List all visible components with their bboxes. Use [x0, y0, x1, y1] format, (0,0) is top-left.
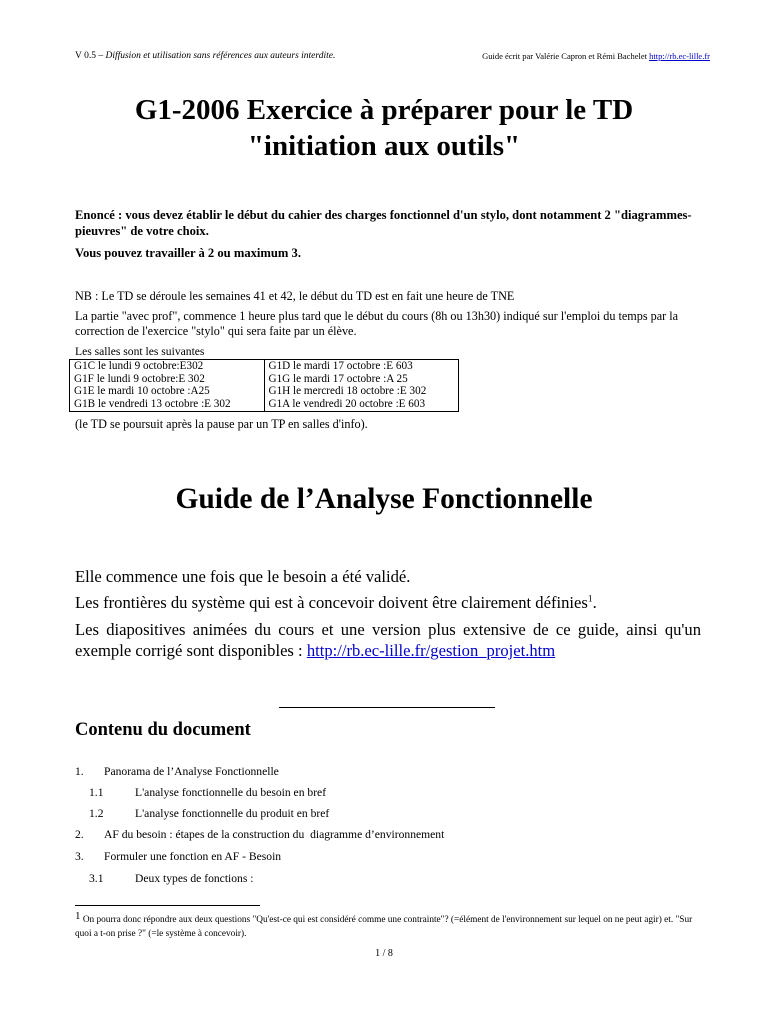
partie-paragraph: La partie "avec prof", commence 1 heure plus tard que le début du cours (8h ou 13h30) indiqué sur l'emploi du temps par la correction de l'exercice "stylo" qui sera faite par un élève. [75, 309, 679, 338]
table-cell: G1F le lundi 9 octobre:E 302 [70, 373, 265, 386]
diffusion-notice: Diffusion et utilisation sans références aux auteurs interdite. [105, 51, 336, 61]
intro-paragraph-3-text: Les diapositives animées du cours et une version plus extensive de ce guide, ainsi qu'un exemple corrigé sont disponibles : [75, 620, 701, 660]
authors-text: Guide écrit par Valérie Capron et Rémi Bachelet [482, 51, 647, 61]
table-row [70, 385, 459, 398]
gestion-projet-link[interactable]: http://rb.ec-lille.fr/gestion_projet.htm [306, 641, 556, 660]
exercise-title-line1: G1-2006 Exercice à préparer pour le TD [134, 94, 634, 126]
toc-number: 1. [75, 765, 84, 778]
salles-table [69, 359, 459, 412]
table-cell: G1C le lundi 9 octobre:E302 [70, 360, 265, 373]
td-continuation-note: (le TD se poursuit après la pause par un TP en salles d'info). [75, 417, 368, 431]
table-cell: G1B le vendredi 13 octobre :E 302 [70, 398, 265, 412]
table-cell: G1A le vendredi 20 octobre :E 603 [264, 398, 459, 412]
toc-number: 1.2 [89, 807, 104, 820]
toc-text: Panorama de l’Analyse Fonctionnelle [104, 765, 279, 778]
enonce-paragraph: Enoncé : vous devez établir le début du cahier des charges fonctionnel d'un stylo, dont notamment 2 "diagrammes-pieuvres" de votre choix. [75, 208, 692, 238]
table-cell: G1G le mardi 17 octobre :A 25 [264, 373, 459, 386]
toc-text: L'analyse fonctionnelle du produit en bref [135, 807, 330, 820]
page-number: 1 / 8 [375, 948, 393, 959]
toc-text: AF du besoin : étapes de la construction du diagramme d’environnement [104, 828, 445, 841]
exercise-title-line2: "initiation aux outils" [247, 130, 521, 162]
header-notice [75, 51, 335, 61]
intro-paragraph-3 [75, 619, 701, 661]
footnote [75, 912, 705, 941]
contents-heading: Contenu du document [75, 720, 251, 740]
intro-paragraph-2 [75, 593, 597, 613]
toc-text: Deux types de fonctions : [135, 872, 254, 885]
intro-paragraph-2-end: . [592, 593, 597, 612]
section-divider [279, 707, 495, 708]
table-row [70, 398, 459, 412]
toc-number: 3.1 [89, 872, 104, 885]
version-label: V 0.5 [75, 51, 96, 61]
footnote-text: On pourra donc répondre aux deux questions "Qu'est-ce qui est considéré comme une contrainte"? (=élément de l'environnement sur lequel on ne peut agir) et. "Sur quoi a t-on prise ?" (=le système à concevoir). [75, 915, 693, 939]
guide-title: Guide de l’Analyse Fonctionnelle [175, 483, 593, 515]
intro-paragraph-1: Elle commence une fois que le besoin a été validé. [75, 567, 411, 586]
header-authors [482, 51, 710, 61]
header-dash: – [95, 51, 106, 61]
nb-paragraph: NB : Le TD se déroule les semaines 41 et 42, le début du TD est en fait une heure de TNE [75, 289, 515, 303]
table-cell: G1E le mardi 10 octobre :A25 [70, 385, 265, 398]
footnote-divider [75, 905, 260, 906]
table-row [70, 373, 459, 386]
toc-text: L'analyse fonctionnelle du besoin en bref [135, 786, 327, 799]
footnote-marker: 1 [75, 910, 81, 922]
group-size-note: Vous pouvez travailler à 2 ou maximum 3. [75, 246, 301, 260]
exercise-title [0, 92, 768, 164]
toc-number: 3. [75, 850, 84, 863]
footnote-reference[interactable]: 1 [587, 594, 593, 605]
toc-text: Formuler une fonction en AF - Besoin [104, 850, 282, 863]
table-row [70, 360, 459, 373]
table-cell: G1D le mardi 17 octobre :E 603 [264, 360, 459, 373]
toc-number: 2. [75, 828, 84, 841]
table-cell: G1H le mercredi 18 octobre :E 302 [264, 385, 459, 398]
salles-intro: Les salles sont les suivantes [75, 345, 205, 358]
intro-paragraph-2-text: Les frontières du système qui est à concevoir doivent être clairement définies [75, 593, 588, 612]
header-link[interactable]: http://rb.ec-lille.fr [649, 51, 710, 61]
toc-number: 1.1 [89, 786, 104, 799]
